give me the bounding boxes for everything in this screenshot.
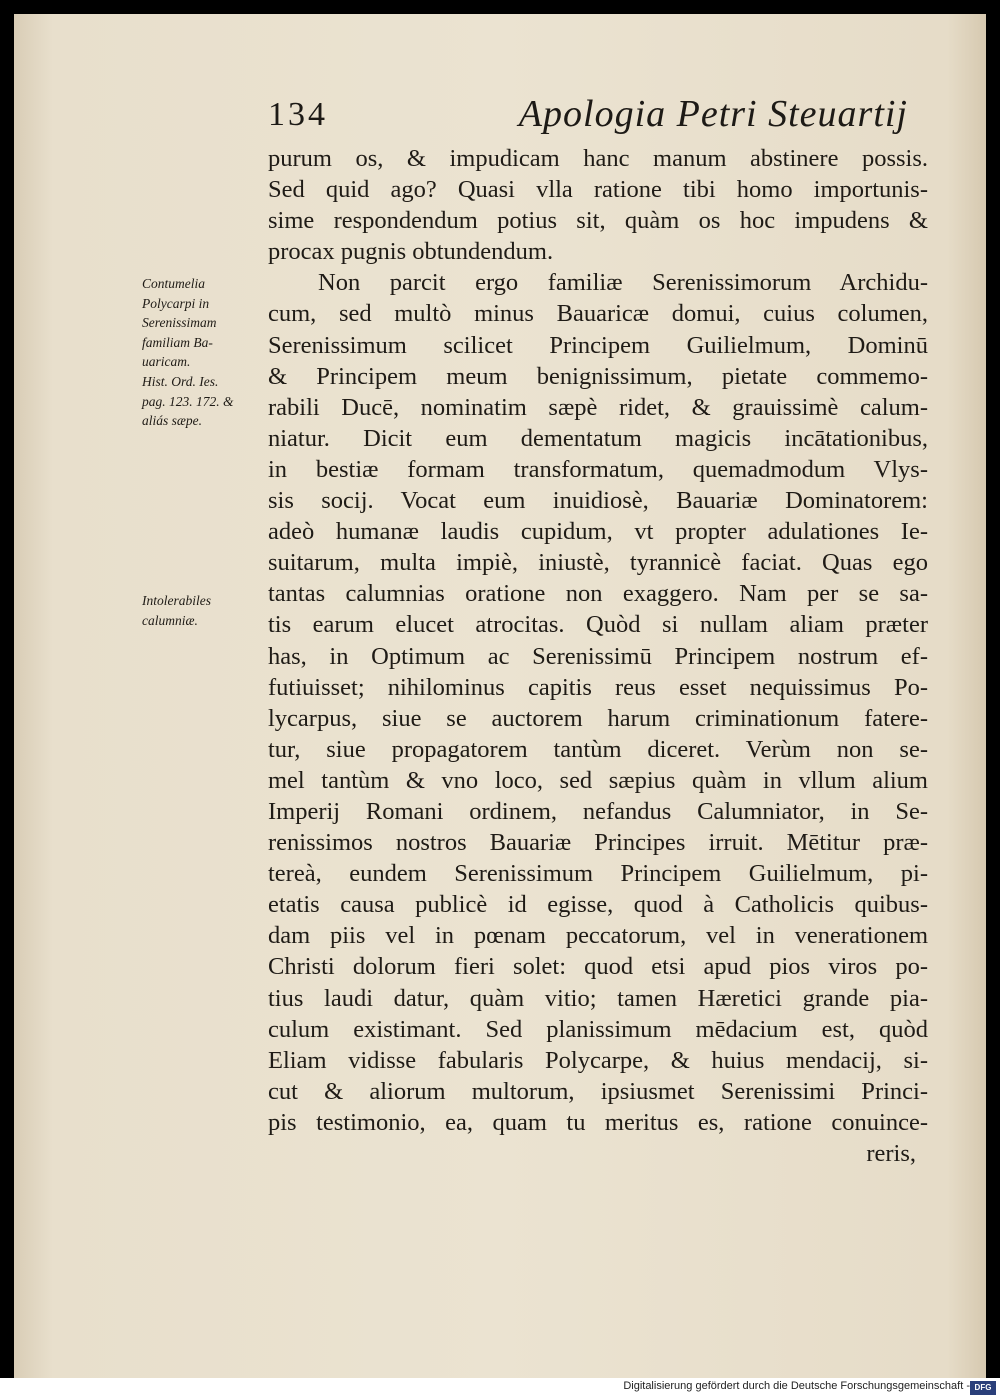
text-line: tereà, eundem Serenissimum Principem Guilielmum, pi- (268, 860, 928, 888)
note-line: Polycarpi in (142, 295, 210, 311)
dfg-logo-icon: DFG (970, 1381, 996, 1395)
text-line: Imperij Romani ordinem, nefandus Calumniator, in Se- (268, 797, 928, 825)
margin-note-contumelia (142, 274, 267, 431)
margin-note-intolerabiles (142, 591, 267, 630)
note-line: pag. 123. 172. & (142, 393, 234, 409)
text-line: Christi dolorum fieri solet: quod etsi apud pios viros po- (268, 953, 928, 981)
note-line: Contumelia (142, 276, 205, 291)
text-line: Eliam vidisse fabularis Polycarpe, & huius mendacij, si- (268, 1046, 928, 1074)
text-line: procax pugnis obtundendum. (268, 238, 554, 266)
note-line: Intolerabiles (142, 593, 211, 608)
text-line: tius laudi datur, quàm vitio; tamen Hæretici grande pia- (268, 984, 928, 1012)
text-line: pis testimonio, ea, quam tu meritus es, ratione conuince- (268, 1108, 928, 1136)
text-line: niatur. Dicit eum dementatum magicis incātationibus, (268, 424, 928, 452)
text-line: renissimos nostros Bauariæ Principes irruit. Mētitur præ- (268, 829, 928, 857)
text-line: cut & aliorum multorum, ipsiusmet Serenissimi Princi- (268, 1077, 928, 1105)
text-line: futiuisset; nihilominus capitis reus esset nequissimus Po- (268, 673, 928, 701)
text-line: cum, sed multò minus Bauaricæ domui, cuius columen, (268, 300, 928, 328)
text-line: tur, siue propagatorem tantùm diceret. Verùm non se- (268, 735, 928, 763)
text-line: tantas calumnias oratione non exaggero. Nam per se sa- (268, 580, 928, 608)
text-line: suitarum, multa impiè, iniustè, tyrannicè faciat. Quas ego (268, 549, 928, 577)
catchword: reris, (866, 1140, 916, 1167)
text-line: etatis causa publicè id egisse, quod à Catholicis quibus- (268, 891, 928, 919)
funding-credit: Digitalisierung gefördert durch die Deutsche Forschungsgemeinschaft - (623, 1380, 970, 1392)
text-line: mel tantùm & vno loco, sed sæpius quàm in vllum alium (268, 766, 928, 794)
text-line: has, in Optimum ac Serenissimū Principem nostrum ef- (268, 642, 928, 670)
text-line: purum os, & impudicam hanc manum abstinere possis. (268, 145, 928, 172)
text-line: Non parcit ergo familiæ Serenissimorum Archidu- (318, 269, 928, 297)
text-line: sime respondendum potius sit, quàm os hoc impudens & (268, 207, 928, 235)
running-title: Apologia Petri Steuartij (518, 93, 908, 135)
text-line: tis earum elucet atrocitas. Quòd si nullam aliam præter (268, 611, 928, 639)
footer-bar (0, 1378, 1000, 1397)
body-text (268, 143, 928, 1169)
note-line: aliás sæpe. (142, 413, 203, 429)
note-line: Hist. Ord. Ies. (142, 373, 219, 389)
note-line: Serenissimam (142, 315, 217, 331)
text-line: Serenissimum scilicet Principem Guilielmum, Dominū (268, 331, 928, 359)
page-header (268, 92, 918, 140)
text-line: lycarpus, siue se auctorem harum criminationum fatere- (268, 704, 928, 732)
text-line: Sed quid ago? Quasi vlla ratione tibi homo importunis- (268, 176, 928, 204)
text-line: & Principem meum benignissimum, pietate commemo- (268, 362, 928, 390)
text-line: adeò humanæ laudis cupidum, vt propter adulationes Ie- (268, 518, 928, 546)
text-line: rabili Ducē, nominatim sæpè ridet, & grauissimè calum- (268, 393, 928, 421)
text-line: sis socij. Vocat eum inuidiosè, Bauariæ Dominatorem: (268, 487, 928, 515)
note-line: familiam Ba- (142, 334, 213, 350)
text-line: dam piis vel in pœnam peccatorum, vel in venerationem (268, 922, 928, 950)
page-number: 134 (268, 96, 328, 133)
text-line: in bestiæ formam transformatum, quemadmodum Vlys- (268, 455, 928, 483)
text-line: culum existimant. Sed planissimum mēdacium est, quòd (268, 1015, 928, 1043)
note-line: calumniæ. (142, 612, 198, 628)
note-line: uaricam. (142, 354, 191, 370)
